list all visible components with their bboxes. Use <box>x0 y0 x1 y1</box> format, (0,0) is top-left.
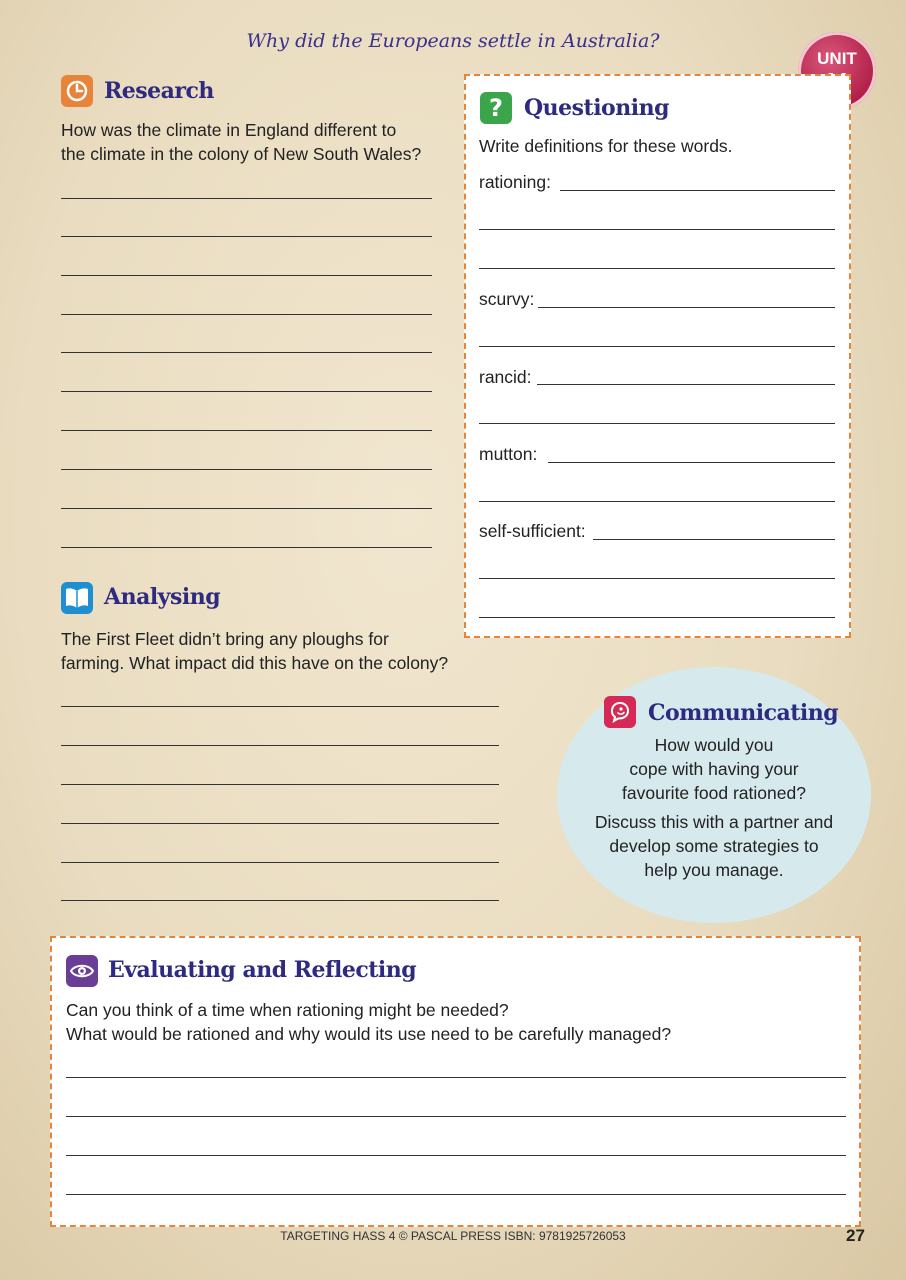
answer-line[interactable] <box>61 784 499 785</box>
eye-icon <box>66 955 98 987</box>
definition-line[interactable] <box>537 384 835 385</box>
communicating-line: Discuss this with a partner and <box>594 812 834 832</box>
communicating-line: How would you <box>654 735 774 755</box>
communicating-prompt <box>574 733 854 882</box>
questioning-instruction: Write definitions for these words. <box>479 136 733 156</box>
definition-line[interactable] <box>479 617 835 618</box>
evaluating-question <box>66 998 671 1046</box>
definition-line[interactable] <box>538 307 835 308</box>
evaluating-question-line2: What would be rationed and why would its use need to be carefully managed? <box>66 1024 672 1044</box>
speech-face-icon <box>604 696 636 728</box>
answer-line[interactable] <box>61 430 432 431</box>
communicating-line: help you manage. <box>644 860 784 880</box>
research-question-line2: the climate in the colony of New South Wales? <box>61 144 422 164</box>
analysing-question-line1: The First Fleet didn’t bring any ploughs for <box>61 629 389 649</box>
answer-line[interactable] <box>61 198 432 199</box>
unit-label: UNIT <box>817 49 857 68</box>
definition-line[interactable] <box>560 190 835 191</box>
communicating-line: cope with having your <box>629 759 799 779</box>
footer-credit: TARGETING HASS 4 © PASCAL PRESS ISBN: 9781925726053 <box>280 1229 626 1243</box>
page-number: 27 <box>846 1226 865 1245</box>
word-label-scurvy: scurvy: <box>479 289 535 309</box>
answer-line[interactable] <box>61 469 432 470</box>
answer-line[interactable] <box>66 1116 846 1117</box>
answer-line[interactable] <box>61 275 432 276</box>
questioning-title: Questioning <box>524 95 669 121</box>
analysing-question <box>61 627 448 675</box>
answer-line[interactable] <box>61 314 432 315</box>
definition-line[interactable] <box>593 539 835 540</box>
answer-line[interactable] <box>61 706 499 707</box>
answer-line[interactable] <box>61 352 432 353</box>
answer-line[interactable] <box>61 547 432 548</box>
communicating-title: Communicating <box>648 700 839 726</box>
clock-icon <box>61 75 93 107</box>
definition-line[interactable] <box>479 578 835 579</box>
answer-line[interactable] <box>61 508 432 509</box>
definition-line[interactable] <box>479 423 835 424</box>
answer-line[interactable] <box>66 1194 846 1195</box>
definition-line[interactable] <box>479 501 835 502</box>
answer-line[interactable] <box>61 391 432 392</box>
answer-line[interactable] <box>61 745 499 746</box>
communicating-line: favourite food rationed? <box>622 783 806 803</box>
research-question <box>61 118 421 166</box>
definition-line[interactable] <box>479 346 835 347</box>
book-icon <box>61 582 93 614</box>
definition-line[interactable] <box>479 268 835 269</box>
word-label-self-sufficient: self-sufficient: <box>479 521 586 541</box>
question-icon: ? <box>480 92 512 124</box>
answer-line[interactable] <box>61 900 499 901</box>
definition-line[interactable] <box>548 462 835 463</box>
analysing-title: Analysing <box>104 584 221 610</box>
word-label-mutton: mutton: <box>479 444 538 464</box>
answer-line[interactable] <box>66 1077 846 1078</box>
research-question-line1: How was the climate in England different to <box>61 120 397 140</box>
word-label-rationing: rationing: <box>479 172 551 192</box>
questioning-panel <box>464 74 851 638</box>
answer-line[interactable] <box>61 862 499 863</box>
answer-line[interactable] <box>61 236 432 237</box>
answer-line[interactable] <box>61 823 499 824</box>
word-label-rancid: rancid: <box>479 367 532 387</box>
evaluating-title: Evaluating and Reflecting <box>108 957 417 983</box>
answer-line[interactable] <box>66 1155 846 1156</box>
page-title: Why did the Europeans settle in Australia? <box>246 30 660 52</box>
analysing-question-line2: farming. What impact did this have on the colony? <box>61 653 449 673</box>
research-title: Research <box>104 78 214 104</box>
communicating-line: develop some strategies to <box>609 836 819 856</box>
evaluating-question-line1: Can you think of a time when rationing might be needed? <box>66 1000 509 1020</box>
definition-line[interactable] <box>479 229 835 230</box>
